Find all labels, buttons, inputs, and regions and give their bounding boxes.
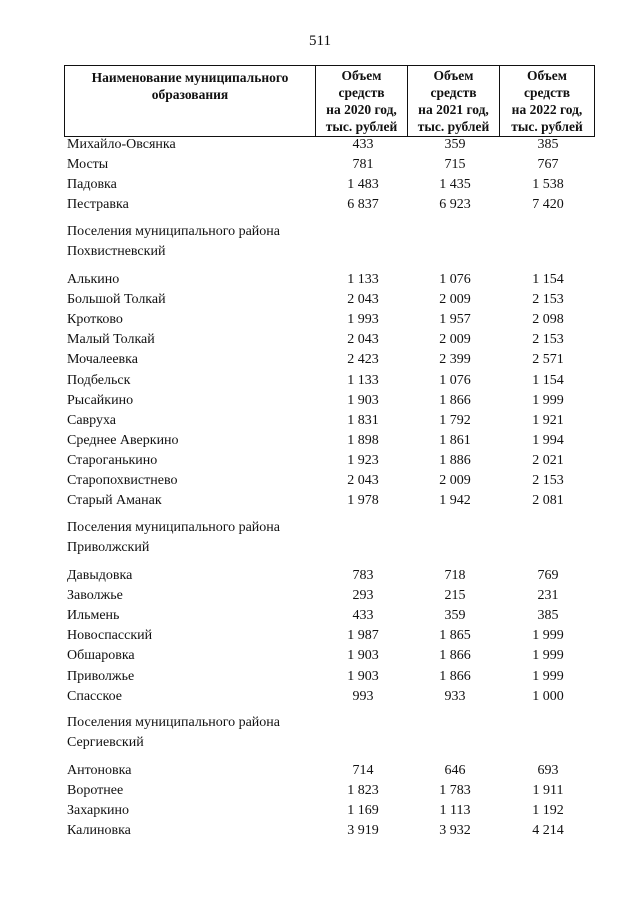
settlement-name: Старый Аманак (67, 493, 162, 509)
value-2021: 1 113 (439, 803, 471, 819)
value-2020: 433 (352, 608, 374, 624)
value-2022: 1 192 (532, 803, 564, 819)
settlement-name: Алькино (67, 272, 120, 287)
value-2021: 1 866 (439, 668, 471, 684)
settlement-name: Заволжье (67, 588, 123, 604)
value-2020: 1 903 (347, 668, 379, 684)
table-row (0, 802, 640, 822)
settlement-name: Мосты (67, 157, 109, 173)
value-2020: 1 133 (347, 372, 379, 388)
value-2020: 1 923 (347, 452, 379, 468)
header-2021-line: средств (430, 85, 477, 100)
value-2022: 2 098 (532, 312, 564, 328)
value-2020: 781 (352, 157, 374, 173)
table-row (0, 351, 640, 371)
settlement-name: Воротнее (67, 783, 124, 799)
table-row (0, 291, 640, 311)
header-2020-line: Объем (341, 68, 382, 83)
value-2022: 1 538 (532, 177, 564, 193)
table-row (0, 627, 640, 647)
table-row (0, 271, 640, 291)
value-2022: 231 (537, 588, 559, 604)
value-2020: 2 043 (347, 332, 379, 348)
settlement-name: Савруха (67, 412, 117, 428)
table-row (0, 647, 640, 667)
value-2021: 933 (444, 688, 466, 704)
district-group-heading (67, 713, 327, 753)
value-2021: 215 (444, 588, 466, 604)
value-2022: 1 994 (532, 432, 564, 448)
table-row (0, 392, 640, 412)
settlement-name: Среднее Аверкино (67, 432, 179, 448)
value-2020: 783 (352, 568, 374, 583)
settlement-name: Калиновка (67, 823, 131, 839)
value-2020: 2 043 (347, 292, 379, 308)
value-2021: 1 942 (439, 493, 471, 509)
value-2020: 1 831 (347, 412, 379, 428)
value-2022: 767 (537, 157, 559, 173)
value-2021: 2 009 (439, 332, 471, 348)
header-2022-line: средств (523, 85, 571, 100)
table-row (0, 452, 640, 472)
value-2022: 1 999 (532, 628, 564, 644)
table-row (0, 156, 640, 176)
settlement-name: Подбельск (67, 372, 131, 388)
settlement-name: Большой Толкай (67, 292, 166, 308)
table-row (0, 412, 640, 432)
value-2022: 2 081 (532, 493, 564, 509)
header-2022-line: Объем (527, 68, 567, 83)
value-2021: 1 865 (439, 628, 471, 644)
value-2022: 1 999 (532, 648, 564, 664)
table-row (0, 822, 640, 842)
value-2020: 3 919 (347, 823, 379, 839)
value-2020: 1 903 (347, 392, 379, 408)
district-group-heading-line: Поселения муниципального района (67, 715, 281, 730)
value-2021: 1 792 (439, 412, 471, 428)
value-2021: 718 (444, 568, 466, 583)
value-2022: 7 420 (532, 197, 564, 213)
district-group-heading-line: Сергиевский (67, 735, 144, 750)
value-2020: 993 (352, 688, 374, 704)
value-2022: 1 911 (532, 783, 564, 799)
value-2020: 2 423 (347, 352, 379, 368)
value-2020: 714 (352, 763, 374, 778)
value-2021: 2 009 (439, 292, 471, 308)
header-2021-line: на 2021 год, (418, 102, 489, 117)
value-2022: 4 214 (532, 823, 564, 839)
value-2020: 1 978 (347, 493, 379, 509)
value-2021: 1 783 (439, 783, 471, 799)
settlement-name: Давыдовка (67, 568, 133, 583)
value-2021: 646 (444, 763, 466, 778)
settlement-name: Мочалеевка (67, 352, 138, 368)
district-group-heading (67, 222, 327, 262)
table-row (0, 668, 640, 688)
table-row (0, 492, 640, 512)
table-row (0, 136, 640, 156)
value-2020: 1 823 (347, 783, 379, 799)
settlement-name: Пестравка (67, 197, 129, 213)
value-2022: 1 999 (532, 668, 564, 684)
value-2021: 1 957 (439, 312, 471, 328)
header-2020-line: на 2020 год, (326, 102, 397, 117)
value-2021: 1 866 (439, 648, 471, 664)
settlement-name: Спасское (67, 688, 122, 704)
value-2022: 385 (537, 608, 559, 624)
table-row (0, 607, 640, 627)
value-2021: 1 076 (439, 272, 471, 287)
table-row (0, 762, 640, 782)
page-number: 511 (309, 33, 331, 49)
value-2022: 2 153 (532, 292, 564, 308)
settlement-name: Ильмень (67, 608, 120, 624)
value-2021: 3 932 (439, 823, 471, 839)
value-2020: 293 (352, 588, 374, 604)
value-2021: 359 (444, 137, 466, 152)
table-row (0, 688, 640, 708)
value-2020: 1 903 (347, 648, 379, 664)
value-2022: 769 (537, 568, 559, 583)
value-2020: 1 987 (347, 628, 379, 644)
header-2022-line: на 2022 год, (511, 102, 583, 117)
value-2021: 6 923 (439, 197, 471, 213)
header-2021-line: тыс. рублей (417, 119, 490, 134)
value-2020: 1 169 (347, 803, 379, 819)
value-2021: 2 009 (439, 473, 471, 488)
settlement-name: Антоновка (67, 763, 132, 778)
district-group-heading-line: Приволжский (67, 540, 150, 555)
district-group-heading-line: Поселения муниципального района (67, 224, 281, 239)
value-2020: 2 043 (347, 473, 379, 488)
value-2021: 1 435 (439, 177, 471, 193)
table-row (0, 372, 640, 392)
value-2021: 1 861 (439, 432, 471, 448)
value-2022: 1 154 (532, 372, 564, 388)
district-group-heading-line: Похвистневский (67, 244, 166, 259)
table-row (0, 567, 640, 587)
settlement-name: Малый Толкай (67, 332, 155, 348)
table-row (0, 196, 640, 216)
settlement-name: Староганькино (67, 452, 158, 468)
table-row (0, 331, 640, 351)
value-2022: 1 921 (532, 412, 564, 428)
value-2020: 1 898 (347, 432, 379, 448)
value-2020: 1 483 (347, 177, 379, 193)
header-2021-line: Объем (433, 68, 474, 83)
value-2021: 1 866 (439, 392, 471, 408)
value-2021: 359 (444, 608, 466, 624)
header-municipality-line: Наименование муниципального (91, 70, 289, 85)
settlement-name: Обшаровка (67, 648, 135, 664)
settlement-name: Новоспасский (67, 628, 153, 644)
table-row (0, 782, 640, 802)
value-2022: 693 (537, 763, 559, 778)
value-2022: 1 999 (532, 392, 564, 408)
table-row (0, 472, 640, 492)
table-row (0, 587, 640, 607)
settlement-name: Михайло-Овсянка (67, 137, 176, 152)
value-2022: 2 571 (532, 352, 564, 368)
value-2020: 433 (352, 137, 374, 152)
settlement-name: Кротково (67, 312, 123, 328)
table-row (0, 176, 640, 196)
header-municipality-line: образования (151, 87, 229, 102)
settlement-name: Приволжье (67, 668, 135, 684)
settlement-name: Рысайкино (67, 392, 134, 408)
value-2021: 1 886 (439, 452, 471, 468)
value-2022: 2 021 (532, 452, 564, 468)
settlement-name: Падовка (67, 177, 117, 193)
value-2022: 2 153 (532, 332, 564, 348)
value-2022: 385 (537, 137, 559, 152)
value-2021: 1 076 (439, 372, 471, 388)
district-group-heading (67, 518, 327, 558)
value-2020: 1 133 (347, 272, 379, 287)
header-2020-line: средств (338, 85, 385, 100)
header-2020-line: тыс. рублей (325, 119, 398, 134)
settlement-name: Захаркино (67, 803, 130, 819)
value-2022: 1 154 (532, 272, 564, 287)
header-2022-line: тыс. рублей (511, 119, 583, 134)
value-2022: 1 000 (532, 688, 564, 704)
value-2020: 1 993 (347, 312, 379, 328)
value-2022: 2 153 (532, 473, 564, 488)
table-row (0, 311, 640, 331)
value-2021: 2 399 (439, 352, 471, 368)
value-2021: 715 (444, 157, 466, 173)
table-row (0, 432, 640, 452)
district-group-heading-line: Поселения муниципального района (67, 520, 281, 535)
settlement-name: Старопохвистнево (67, 473, 178, 488)
value-2020: 6 837 (347, 197, 379, 213)
